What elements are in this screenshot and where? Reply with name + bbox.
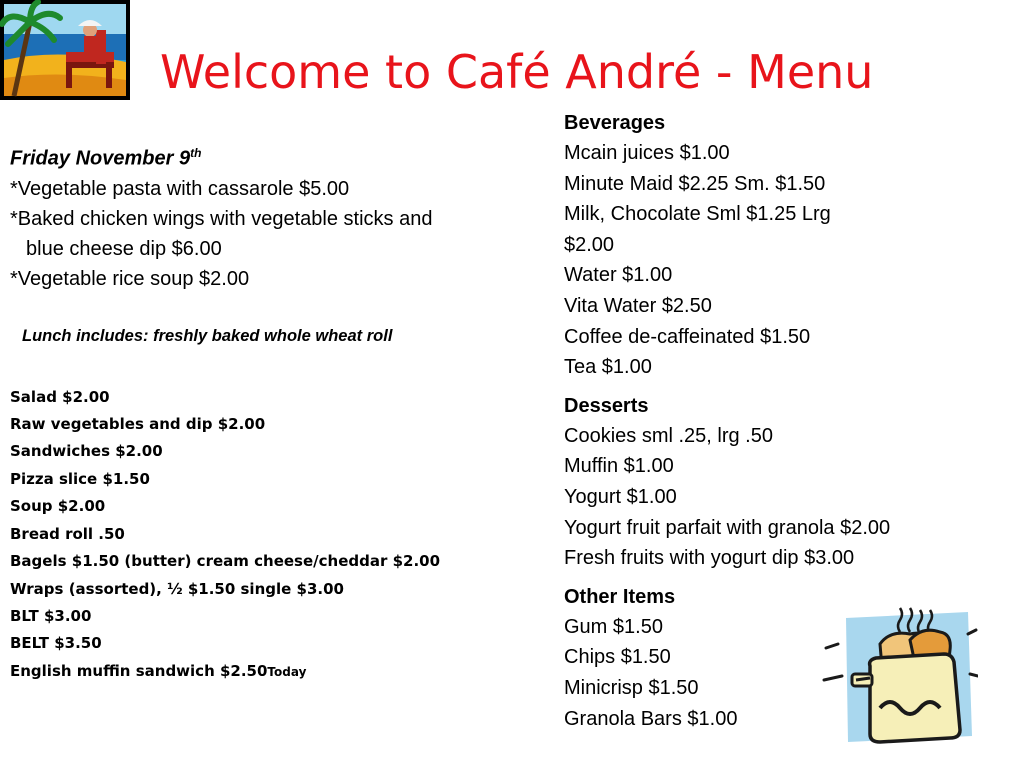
- beach-chair-icon: [0, 0, 130, 100]
- list-item: Water $1.00: [564, 264, 673, 287]
- list-item: Pizza slice $1.50: [10, 469, 150, 488]
- list-item: Cookies sml .25, lrg .50: [564, 424, 773, 447]
- page-title: Welcome to Café André - Menu: [160, 45, 874, 99]
- list-item: $2.00: [564, 233, 615, 256]
- list-item-text: English muffin sandwich $2.50: [10, 661, 268, 680]
- a-la-carte-list: [10, 384, 555, 686]
- list-item: [10, 658, 555, 686]
- list-item: Fresh fruits with yogurt dip $3.00: [564, 547, 855, 570]
- special-item: *Baked chicken wings with vegetable sticks and: [10, 207, 433, 230]
- list-item: Chips $1.50: [564, 646, 671, 669]
- specials-date: [10, 138, 555, 174]
- desserts-section: [564, 391, 1004, 574]
- list-item: Soup $2.00: [10, 497, 106, 516]
- list-item: Raw vegetables and dip $2.00: [10, 415, 266, 434]
- list-item: Granola Bars $1.00: [564, 707, 738, 730]
- specials-date-suffix: th: [190, 146, 202, 160]
- list-item: Vita Water $2.50: [564, 294, 712, 317]
- list-item: Minicrisp $1.50: [564, 676, 699, 699]
- list-item: Sandwiches $2.00: [10, 442, 163, 461]
- list-item: Yogurt fruit parfait with granola $2.00: [564, 516, 891, 539]
- list-item: Coffee de-caffeinated $1.50: [564, 325, 811, 348]
- list-item: Tea $1.00: [564, 356, 652, 379]
- list-item: BELT $3.50: [10, 634, 102, 653]
- list-item: Minute Maid $2.25 Sm. $1.50: [564, 172, 826, 195]
- toaster-icon: [818, 604, 978, 744]
- list-item: Muffin $1.00: [564, 455, 674, 478]
- other-items-heading: Other Items: [564, 585, 676, 608]
- desserts-heading: Desserts: [564, 394, 649, 417]
- list-item: Yogurt $1.00: [564, 485, 677, 508]
- special-item-continued: blue cheese dip $6.00: [26, 237, 222, 260]
- list-item: Bread roll .50: [10, 524, 125, 543]
- beverages-section: [564, 108, 1004, 383]
- daily-specials-column: [10, 138, 555, 686]
- specials-date-text: Friday November 9: [10, 147, 191, 170]
- list-item: Mcain juices $1.00: [564, 142, 730, 164]
- special-item: *Vegetable pasta with cassarole $5.00: [10, 177, 350, 200]
- list-item: Salad $2.00: [10, 387, 110, 406]
- beverages-heading: Beverages: [564, 112, 666, 134]
- list-item: Gum $1.50: [564, 615, 663, 638]
- list-item: BLT $3.00: [10, 606, 92, 625]
- special-item: *Vegetable rice soup $2.00: [10, 267, 250, 290]
- list-item: Wraps (assorted), ½ $1.50 single $3.00: [10, 579, 344, 598]
- list-item: Milk, Chocolate Sml $1.25 Lrg: [564, 203, 831, 226]
- list-item: Bagels $1.50 (butter) cream cheese/cheddar $2.00: [10, 552, 441, 571]
- today-label: Today: [267, 664, 307, 679]
- lunch-note: Lunch includes: freshly baked whole wheat roll: [22, 326, 393, 345]
